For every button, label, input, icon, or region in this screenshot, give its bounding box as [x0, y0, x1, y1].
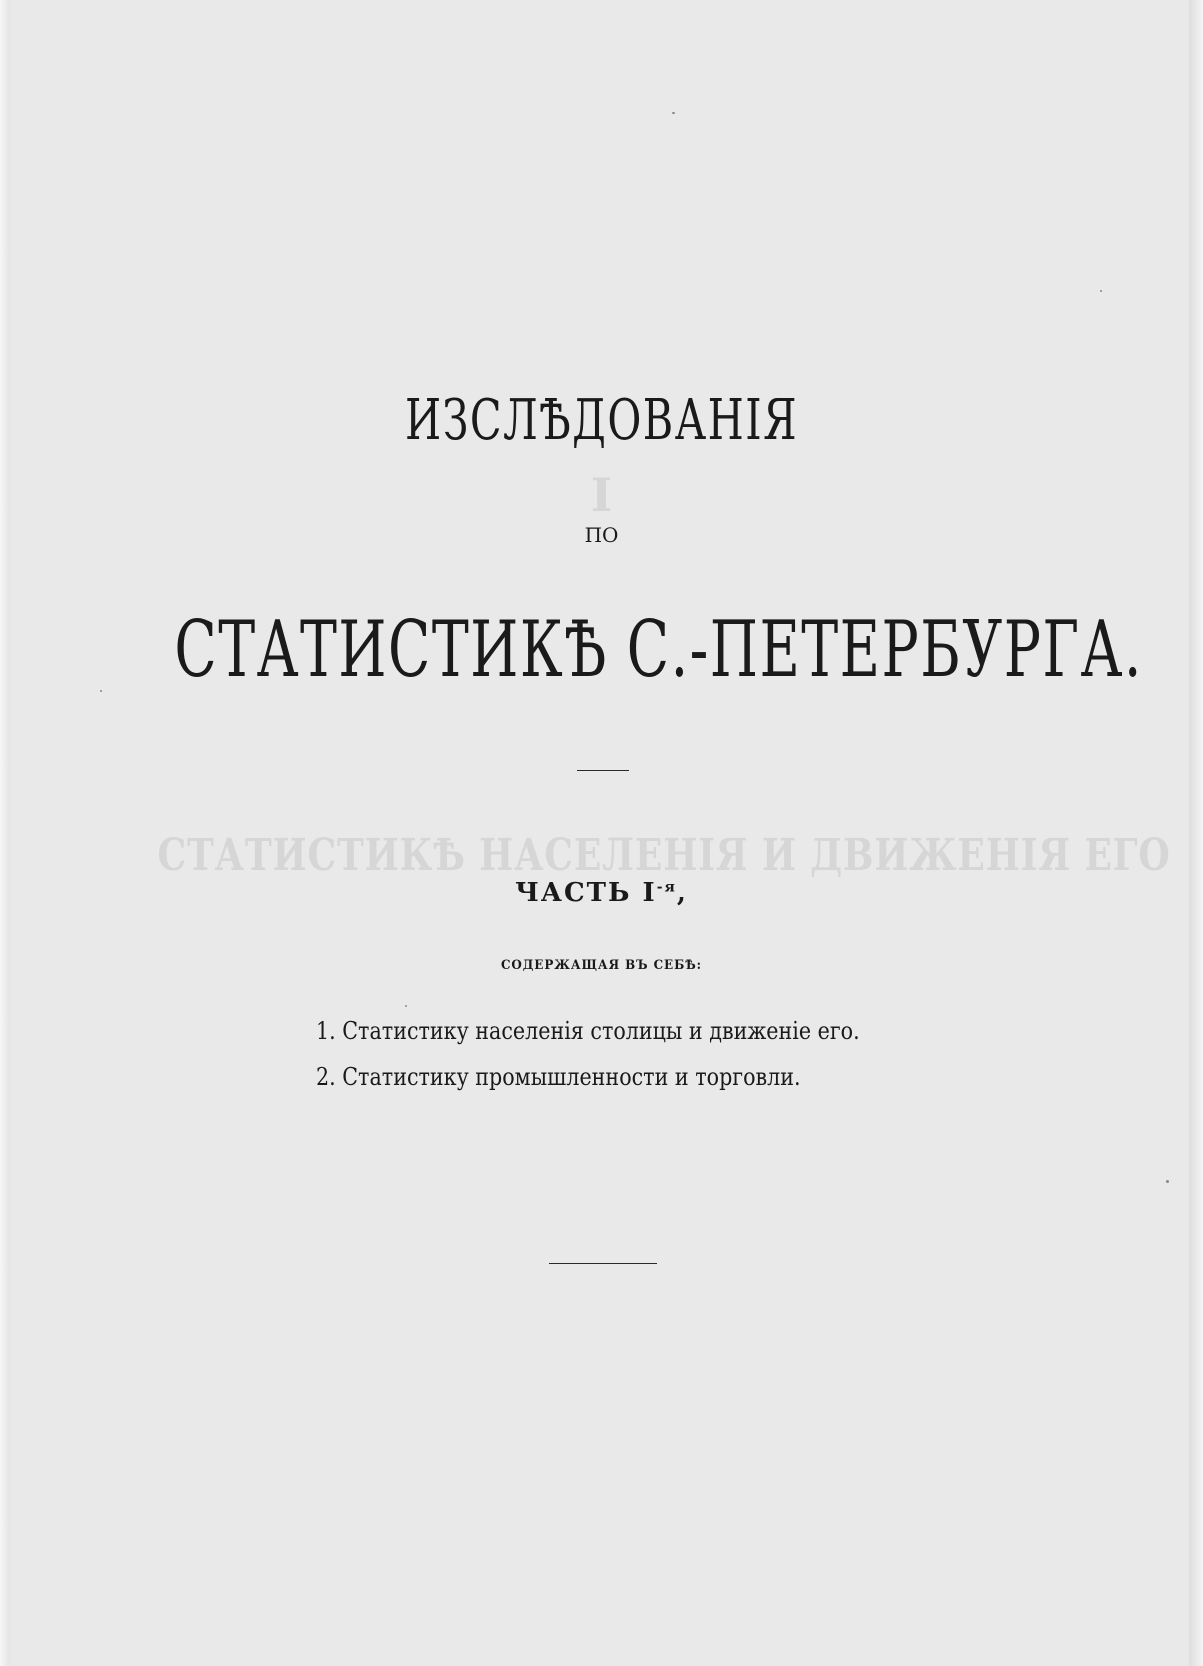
paper-speck	[405, 1005, 407, 1007]
paper-speck	[672, 112, 675, 114]
part-trailing-comma: ,	[676, 878, 688, 908]
part-heading	[0, 878, 1203, 908]
paper-speck	[1166, 1180, 1169, 1183]
list-item: 1. Статистику населенія столицы и движеніе его.	[316, 1017, 860, 1045]
list-item: 2. Статистику промышленности и торговли.	[316, 1063, 801, 1091]
page-right-edge	[1189, 0, 1203, 1666]
paper-speck	[1100, 290, 1102, 292]
paper-speck	[100, 690, 102, 692]
part-label: ЧАСТЬ I	[515, 878, 657, 908]
page-left-edge	[0, 0, 10, 1666]
bleed-through-line: СТАТИСТИКѢ НАСЕЛЕНІЯ И ДВИЖЕНІЯ ЕГО	[157, 830, 1171, 881]
title-city: СТАТИСТИКѢ С.-ПЕТЕРБУРГА.	[174, 605, 1143, 695]
divider-top	[577, 770, 629, 771]
contents-list	[316, 1017, 948, 1109]
contents-subheading: СОДЕРЖАЩАЯ ВЪ СЕБѢ:	[500, 958, 703, 973]
title-preposition: ПО	[584, 523, 619, 547]
part-ordinal-suffix: -я	[656, 879, 677, 896]
bleed-through-numeral: I	[590, 468, 613, 522]
divider-bottom	[549, 1263, 657, 1264]
title-main: ИЗСЛѢДОВАНІЯ	[404, 388, 799, 453]
